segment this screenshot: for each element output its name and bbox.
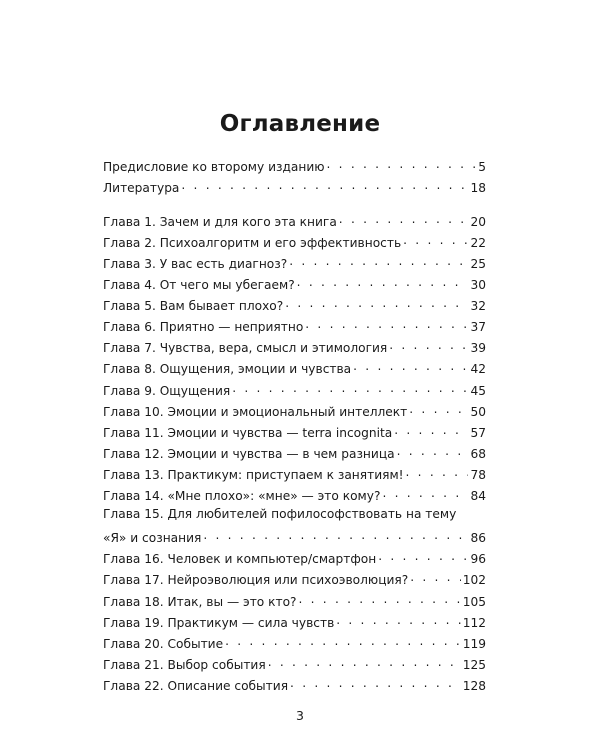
- toc-entry-page: 78: [470, 467, 486, 482]
- toc-entry-label: Глава 18. Итак, вы — это кто?: [103, 594, 297, 609]
- toc-entry-page: 84: [470, 489, 486, 504]
- dot-leader: [409, 401, 468, 416]
- toc-entry-page: 25: [470, 257, 486, 271]
- toc-entry-label: «Я» и сознания: [103, 531, 202, 546]
- dot-leader: [339, 211, 469, 226]
- toc-entry-label: Глава 15. Для любителей пофилософствовать на тему: [103, 506, 457, 521]
- toc-entry-label: Глава 13. Практикум: приступаем к занятиям!: [103, 467, 404, 482]
- dot-leader: [299, 591, 461, 606]
- toc-entry: [103, 401, 486, 422]
- toc-entry: [103, 612, 486, 633]
- toc-entry: [103, 464, 486, 485]
- toc-entry: [103, 177, 486, 198]
- toc-entry-label: Глава 22. Описание события: [103, 678, 289, 693]
- toc-entry-page: 37: [470, 320, 486, 335]
- toc-entry: [103, 675, 486, 696]
- dot-leader: [382, 485, 468, 500]
- toc-entry: [103, 654, 486, 675]
- dot-leader: [406, 464, 469, 479]
- dot-leader: [394, 422, 468, 437]
- toc-entry-label: Глава 21. Выбор события: [103, 657, 266, 672]
- toc-entry-label: Глава 3. У вас есть диагноз?: [103, 257, 288, 271]
- toc-entry-label: Глава 17. Нейроэволюция или психоэволюция?: [103, 573, 409, 588]
- dot-leader: [181, 177, 468, 192]
- toc-entry-label: Глава 20. Событие: [103, 636, 224, 651]
- toc-entry: [103, 232, 486, 253]
- dot-leader: [297, 274, 469, 289]
- toc-entry-page: 42: [470, 362, 486, 377]
- toc-entry-label: Глава 11. Эмоции и чувства — terra incognita: [103, 425, 393, 440]
- toc-entry: [103, 549, 486, 570]
- toc-entry: [103, 338, 486, 359]
- dot-leader: [305, 317, 468, 332]
- dot-leader: [353, 359, 468, 374]
- page-title: Оглавление: [219, 111, 381, 137]
- toc-entry-page: 18: [470, 180, 486, 195]
- dot-leader: [289, 253, 468, 268]
- dot-leader: [378, 549, 468, 564]
- toc-entry-label: Глава 5. Вам бывает плохо?: [103, 299, 284, 314]
- toc-entry: [103, 317, 486, 338]
- toc-entry-page: 45: [470, 383, 486, 398]
- toc-entry-page: 112: [462, 615, 486, 630]
- toc-entry-page: 39: [470, 341, 486, 356]
- toc-entry-page: 96: [470, 552, 486, 567]
- toc-entry: [103, 422, 486, 443]
- dot-leader: [268, 654, 461, 669]
- toc-entry-label: Предисловие ко второму изданию: [103, 159, 325, 174]
- toc-entry-label: Глава 19. Практикум — сила чувств: [103, 615, 335, 630]
- toc-entry-page: 86: [470, 531, 486, 546]
- dot-leader: [336, 612, 460, 627]
- toc-entry-label: Глава 14. «Мне плохо»: «мне» — это кому?: [103, 489, 381, 504]
- toc-entry-label: Глава 8. Ощущения, эмоции и чувства: [103, 362, 352, 377]
- toc-entry-label: Глава 6. Приятно — неприятно: [103, 320, 304, 335]
- dot-leader: [232, 380, 468, 395]
- toc-entry-page: 50: [470, 404, 486, 419]
- toc-entry: [103, 380, 486, 401]
- dot-leader: [389, 338, 468, 353]
- toc-entry-page: 102: [462, 573, 486, 588]
- toc-entry-page: 128: [462, 678, 486, 693]
- toc-entry-label: Литература: [103, 180, 180, 195]
- toc-entry: [103, 528, 486, 549]
- toc-entry: [103, 485, 486, 506]
- dot-leader: [290, 675, 461, 690]
- toc-entry-page: 22: [470, 235, 486, 250]
- toc-entry-label: Глава 7. Чувства, вера, смысл и этимология: [103, 341, 388, 356]
- toc-entry: [103, 274, 486, 295]
- toc-entry-page: 32: [470, 299, 486, 314]
- toc-entry-label: Глава 10. Эмоции и эмоциональный интеллект: [103, 404, 408, 419]
- toc-entry: [103, 570, 486, 591]
- toc-entry-page: 105: [462, 594, 486, 609]
- toc-entry-label: Глава 12. Эмоции и чувства — в чем разница: [103, 446, 395, 461]
- toc-entry-page: 125: [462, 657, 486, 672]
- toc-entry: [103, 359, 486, 380]
- toc-entry-page: 119: [462, 636, 486, 651]
- toc-entry: [103, 633, 486, 654]
- toc-entry-label: Глава 1. Зачем и для кого эта книга: [103, 214, 337, 229]
- toc-entry-page: 30: [470, 278, 486, 293]
- toc-entry-label: Глава 16. Человек и компьютер/смартфон: [103, 552, 377, 567]
- dot-leader: [397, 443, 469, 458]
- toc-entry-page: 20: [470, 214, 486, 229]
- toc-entry: [103, 156, 486, 177]
- toc-entry-label: Глава 4. От чего мы убегаем?: [103, 278, 295, 293]
- table-of-contents: [103, 156, 486, 696]
- toc-entry-label: Глава 2. Психоалгоритм и его эффективность: [103, 235, 402, 250]
- dot-leader: [327, 156, 477, 171]
- dot-leader: [285, 296, 468, 311]
- toc-entry: [103, 253, 486, 274]
- toc-entry-page: 68: [470, 446, 486, 461]
- toc-entry-page: 57: [470, 425, 486, 440]
- toc-entry: [103, 591, 486, 612]
- toc-entry: [103, 443, 486, 464]
- dot-leader: [225, 633, 461, 648]
- toc-entry-label: Глава 9. Ощущения: [103, 383, 231, 398]
- page-number: 3: [296, 708, 304, 723]
- dot-leader: [410, 570, 461, 585]
- dot-leader: [403, 232, 468, 247]
- toc-entry: [103, 211, 486, 232]
- toc-entry: [103, 296, 486, 317]
- dot-leader: [203, 528, 468, 543]
- toc-entry-page: 5: [478, 159, 486, 174]
- toc-entry-line: [103, 507, 486, 528]
